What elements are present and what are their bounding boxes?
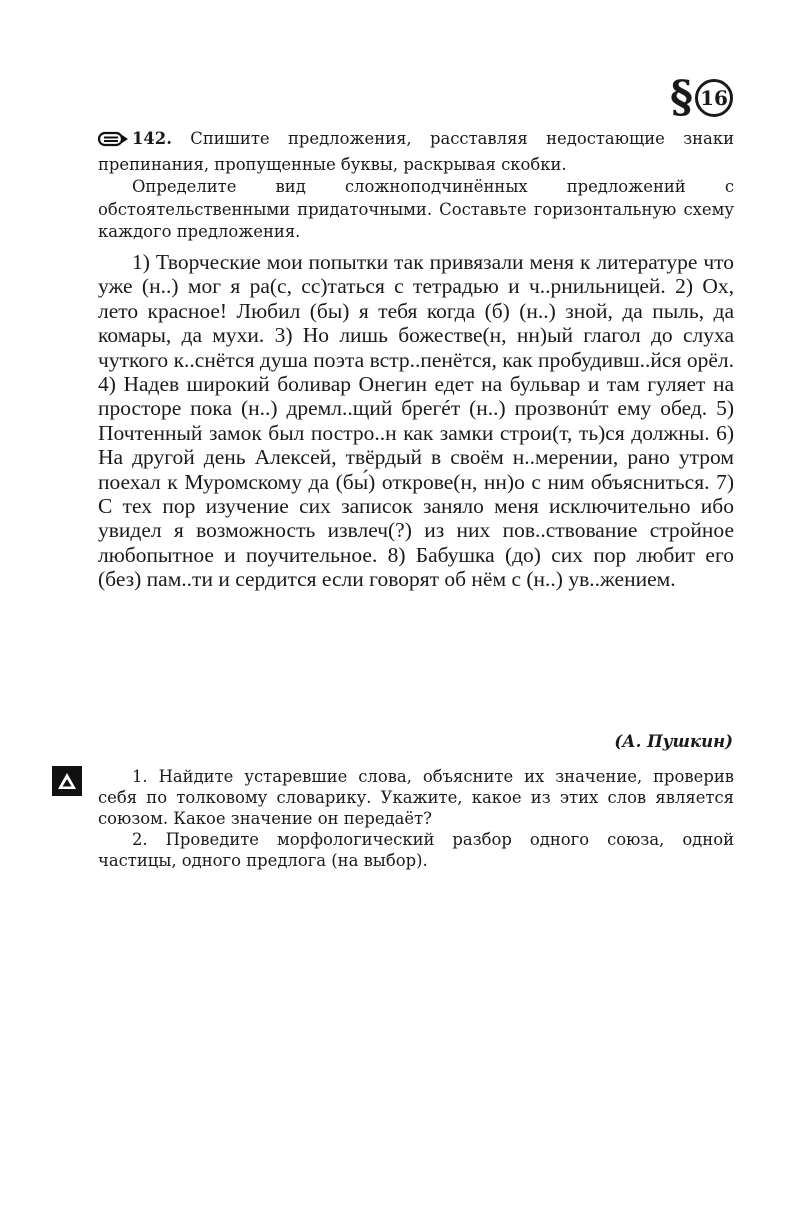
exercise-instruction-text: Спишите предложения, расставляя недостающие знаки препинания, пропущенные буквы, раскрывая скобки. xyxy=(98,129,734,174)
section-sign: § xyxy=(669,72,693,123)
author-attribution: (А. Пушкин) xyxy=(614,732,733,751)
section-number: 16 xyxy=(695,79,733,117)
exercise-number: 142. xyxy=(132,129,172,148)
exercise-text xyxy=(98,250,734,592)
exercise-header-block xyxy=(98,128,734,244)
additional-tasks xyxy=(98,766,734,871)
triangle-icon xyxy=(52,766,82,796)
exercise-task: Определите вид сложноподчинённых предложений с обстоятельственными придаточными. Составьте горизонтальную схему каждого предложения. xyxy=(98,177,734,241)
task-item-1: 1. Найдите устаревшие слова, объясните их значение, проверив себя по толковому словарику. Укажите, какое из этих слов является союзом. Какое значение он передаёт? xyxy=(98,767,734,828)
exercise-instruction xyxy=(98,128,734,176)
pen-write-icon xyxy=(98,131,128,154)
exercise-sentences: 1) Творческие мои попытки так привязали меня к литературе что уже (н..) мог я ра(с, сс)таться с тетрадью и ч..рнильницей. 2) Ох, лето красное! Любил (бы) я тебя когда (б) (н..) зной, да пыль, да комары, да мухи. 3) Но лишь божестве(н, нн)ый глагол до слуха чуткого к..снётся душа поэта встр..пенётся, как пробудивш..йся орёл. 4) Надев широкий боливар Онегин едет на бульвар и там гуляет на просторе пока (н..) дремл..щий брегéт (н..) прозвонúт ему обед. 5) Почтенный замок был постро..н как замки строи(т, ть)ся должны. 6) На другой день Алексей, твёрдый в своём н..мерении, рано утром поехал к Муромскому да (бы́) открове(н, нн)о с ним объясниться. 7) С тех пор изучение сих записок заняло меня исключительно ибо увидел я возможность извлеч(?) из них пов..ствование стройное любопытное и поучительное. 8) Бабушка (до) сих пор любит его (без) пам..ти и сердится если говорят об нём с (н..) ув..жением. xyxy=(98,250,734,592)
task-item-2: 2. Проведите морфологический разбор одного союза, одной частицы, одного предлога (на выбор). xyxy=(98,830,734,870)
section-mark xyxy=(669,72,733,123)
